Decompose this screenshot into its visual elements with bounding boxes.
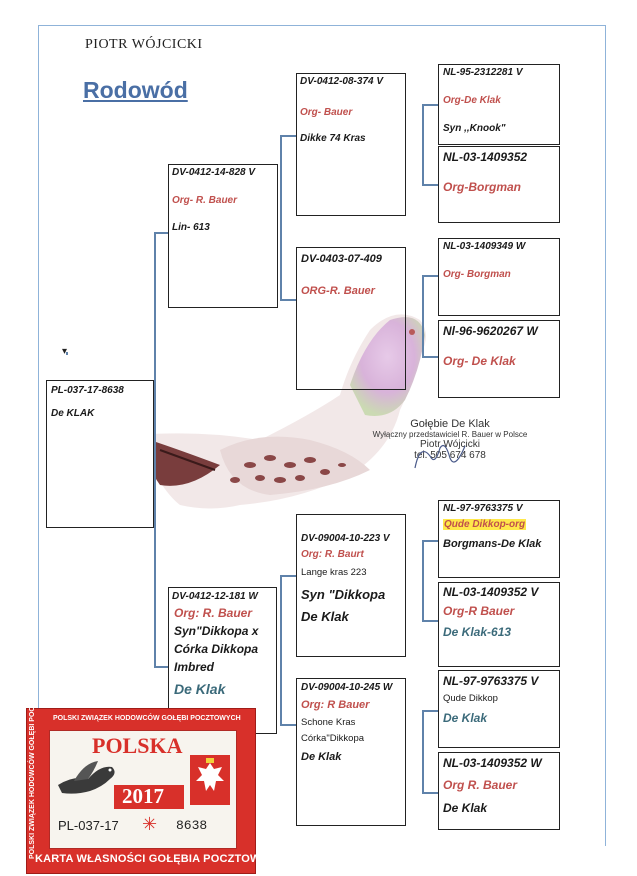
connector: [422, 710, 438, 712]
ds-name2: De Klak: [301, 609, 349, 624]
stamp-line3: Piotr Wójcicki: [419, 439, 480, 450]
sd-org: ORG-R. Bauer: [301, 285, 375, 297]
pigeon-logo-icon: [54, 757, 122, 805]
sire-line: Lin- 613: [172, 222, 210, 233]
g2-ring: NL-03-1409352: [443, 150, 528, 164]
dam-dam-box: [296, 678, 406, 826]
card-footer: KARTA WŁASNOŚCI GOŁĘBIA POCZTOWEGO: [35, 853, 286, 865]
dd-desc1: Schone Kras: [301, 717, 356, 728]
sd-ring: DV-0403-07-409: [301, 253, 382, 265]
ds-ring: DV-09004-10-223 V: [301, 533, 390, 544]
g3-ring: NL-03-1409349 W: [443, 241, 526, 252]
connector: [422, 540, 424, 622]
connector: [422, 710, 424, 794]
g5-name: Borgmans-De Klak: [443, 538, 542, 550]
g7-box: [438, 670, 560, 748]
connector: [280, 135, 296, 137]
g1-ring: NL-95-2312281 V: [443, 67, 523, 78]
card-border-text: POLSKI ZWIĄZEK HODOWCÓW GOŁĘBI POCZTOWYCH: [53, 715, 241, 722]
g6-org: Org-R Bauer: [443, 604, 515, 618]
connector: [280, 724, 296, 726]
sire-box: [168, 164, 278, 308]
g2-org: Org-Borgman: [443, 180, 521, 194]
g6-name: De Klak-613: [443, 625, 512, 639]
g2-box: [438, 146, 560, 223]
g4-ring: Nl-96-9620267 W: [443, 324, 538, 338]
breeder-name: PIOTR WÓJCICKI: [85, 37, 203, 52]
g4-org: Org- De Klak: [443, 354, 516, 368]
card-country: POLSKA: [92, 733, 183, 758]
dam-desc3: Imbred: [174, 660, 215, 674]
g6-ring: NL-03-1409352 V: [443, 585, 539, 599]
page-title: Rodowód: [83, 77, 188, 103]
g1-org: Org-De Klak: [443, 95, 501, 106]
dd-desc2: Córka"Dikkopa: [301, 733, 365, 744]
subject-name: De KLAK: [51, 408, 95, 419]
g8-box: [438, 752, 560, 830]
g7-name: De Klak: [443, 711, 488, 725]
card-ring-prefix: PL-037-17: [58, 818, 119, 833]
stamp-line4: tel. 505 674 678: [414, 450, 486, 461]
sire-dam-box: [296, 247, 406, 390]
connector: [280, 135, 282, 301]
dam-ring: DV-0412-12-181 W: [172, 591, 258, 602]
dd-name: De Klak: [301, 751, 342, 763]
card-border-text-side: POLSKI ZWIĄZEK HODOWCÓW GOŁĘBI POCZTOWYCH: [29, 671, 36, 859]
connector: [154, 232, 168, 234]
connector: [280, 575, 282, 726]
connector: [422, 620, 438, 622]
dam-org: Org: R. Bauer: [174, 606, 253, 620]
g8-ring: NL-03-1409352 W: [443, 756, 542, 770]
g5-box: [438, 500, 560, 578]
ds-name1: Syn "Dikkopa: [301, 587, 386, 602]
connector-trunk: [154, 232, 156, 668]
ds-org: Org: R. Baurt: [301, 549, 364, 560]
sire-org: Org- R. Bauer: [172, 195, 238, 206]
sire-ring: DV-0412-14-828 V: [172, 167, 256, 178]
connector: [422, 275, 424, 358]
g1-box: [438, 64, 560, 145]
signature: [410, 438, 470, 478]
ss-org: Org- Bauer: [300, 107, 353, 118]
dam-name: De Klak: [174, 681, 226, 697]
subject-box: [46, 380, 154, 528]
stamp-line1: Gołębie De Klak: [410, 418, 490, 430]
ss-ring: DV-0412-08-374 V: [300, 76, 384, 87]
connector: [422, 792, 438, 794]
card-star-icon: ✳: [142, 814, 158, 834]
ds-desc: Lange kras 223: [301, 567, 367, 578]
dam-desc1: Syn"Dikkopa x: [174, 624, 259, 638]
bullet-mark: ▾: [62, 346, 68, 357]
g3-org: Org- Borgman: [443, 269, 511, 280]
g8-org: Org R. Bauer: [443, 778, 518, 792]
connector: [422, 275, 438, 277]
g3-box: [438, 238, 560, 316]
stamp-line2: Wyłączny przedstawiciel R. Bauer w Polsce: [372, 430, 528, 439]
connector: [280, 575, 296, 577]
connector: [154, 666, 168, 668]
dam-desc2: Córka Dikkopa: [174, 642, 259, 656]
connector: [422, 540, 438, 542]
connector: [280, 299, 296, 301]
g4-box: [438, 320, 560, 398]
card-year: 2017: [122, 784, 164, 808]
g1-desc: Syn ,,Knook": [443, 123, 506, 134]
dd-ring: DV-09004-10-245 W: [301, 682, 393, 693]
g8-name: De Klak: [443, 801, 488, 815]
g7-desc: Qude Dikkop: [443, 693, 498, 704]
g7-ring: NL-97-9763375 V: [443, 674, 539, 688]
connector: [422, 184, 438, 186]
connector: [422, 104, 424, 186]
connector: [422, 104, 438, 106]
subject-ring: PL-037-17-8638: [51, 385, 124, 396]
eagle-emblem-icon: [190, 755, 230, 805]
dam-sire-box: [296, 514, 406, 657]
g5-org: Qude Dikkop-org: [444, 519, 526, 530]
dd-org: Org: R Bauer: [301, 699, 370, 711]
ss-desc: Dikke 74 Kras: [300, 133, 366, 144]
g6-box: [438, 582, 560, 667]
card-ring-number: 8638: [176, 818, 208, 833]
connector: [422, 356, 438, 358]
g5-ring: NL-97-9763375 V: [443, 503, 523, 514]
card-inner: [49, 730, 237, 849]
sire-sire-box: [296, 73, 406, 216]
